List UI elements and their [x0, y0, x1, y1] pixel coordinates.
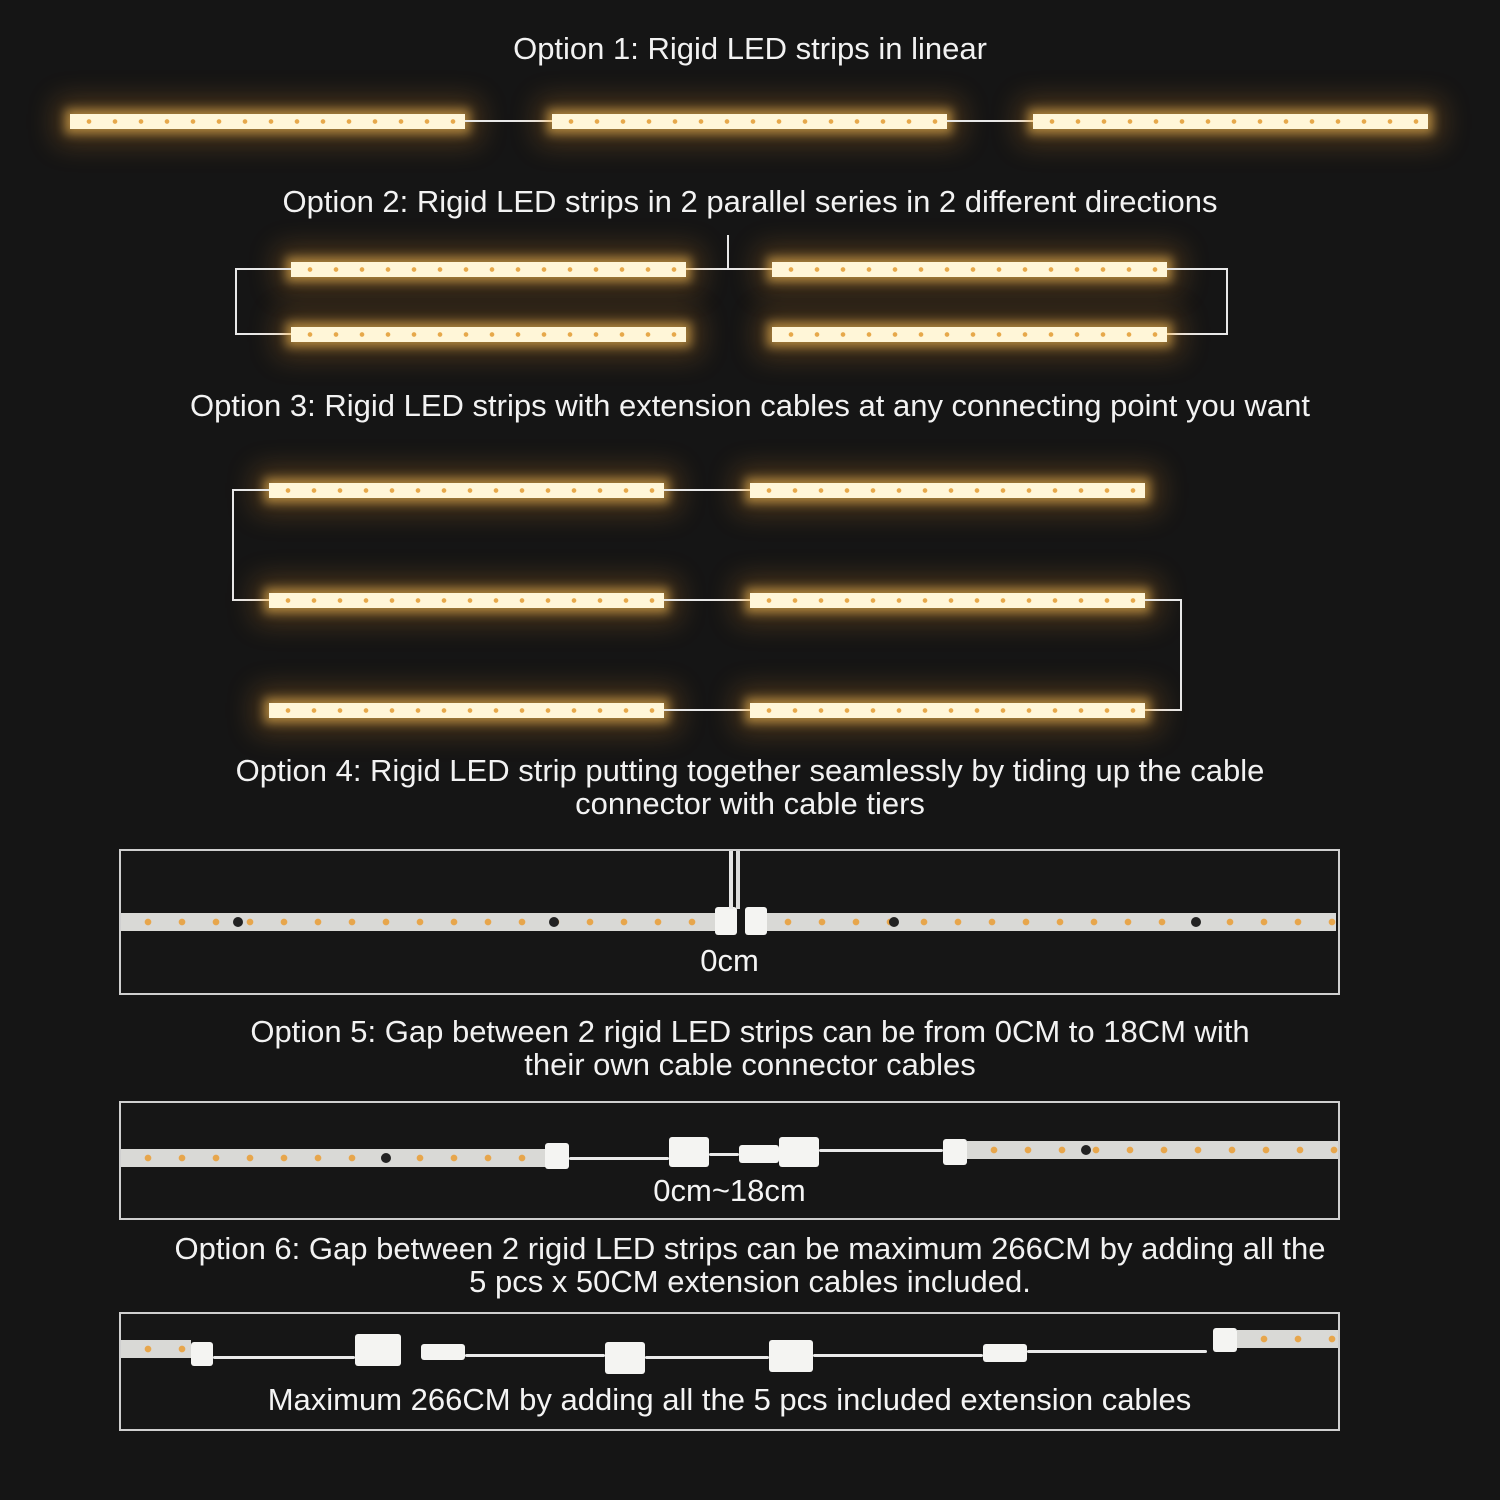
cable-connector [421, 1344, 465, 1360]
option-5-title-line2: their own cable connector cables [524, 1047, 976, 1082]
mounting-hole [1191, 917, 1201, 927]
connector-cable [709, 1153, 739, 1156]
cable-connector [779, 1137, 819, 1167]
led-strip [1033, 114, 1428, 129]
cable-connector [943, 1139, 967, 1165]
connector-cable [569, 1157, 669, 1160]
pcb-strip [121, 1340, 191, 1358]
connector-wire [235, 268, 291, 270]
connector-wire [1226, 268, 1228, 334]
option-4-title-line2: connector with cable tiers [575, 786, 925, 821]
mounting-hole [381, 1153, 391, 1163]
led-strip [750, 703, 1145, 718]
option-2-title: Option 2: Rigid LED strips in 2 parallel series in 2 different directions [282, 184, 1218, 219]
option-1-title: Option 1: Rigid LED strips in linear [513, 31, 987, 66]
tied-cable [736, 851, 740, 909]
cable-connector [745, 907, 767, 935]
cable-connector [545, 1143, 569, 1169]
extension-cable [813, 1354, 983, 1357]
connector-wire [686, 268, 772, 270]
option-4-title-line1: Option 4: Rigid LED strip putting together seamlessly by tiding up the cable [235, 753, 1265, 788]
option-6-photo [119, 1312, 1340, 1431]
connector-wire [664, 489, 750, 491]
option-6-photo-caption: Maximum 266CM by adding all the 5 pcs included extension cables [267, 1382, 1192, 1417]
cable-connector [739, 1145, 779, 1163]
led-strip [291, 262, 686, 277]
connector-wire [664, 599, 750, 601]
mounting-hole [1081, 1145, 1091, 1155]
connector-wire [1167, 333, 1228, 335]
pcb-strip [1237, 1330, 1338, 1348]
cable-connector [715, 907, 737, 935]
option-6-title-line2: 5 pcs x 50CM extension cables included. [469, 1264, 1031, 1299]
connector-wire [235, 333, 291, 335]
connector-wire [465, 120, 552, 122]
option-4-photo-caption: 0cm [700, 943, 759, 978]
led-strip [552, 114, 947, 129]
cable-connector [191, 1342, 213, 1366]
mounting-hole [889, 917, 899, 927]
option-6-title [0, 1232, 1500, 1298]
led-strip [70, 114, 465, 129]
pcb-strip [761, 913, 1336, 931]
cable-connector [605, 1342, 645, 1374]
pcb-strip [121, 913, 719, 931]
option-5-photo-caption: 0cm~18cm [653, 1173, 806, 1208]
connector-wire [1167, 268, 1228, 270]
cable-connector [769, 1340, 813, 1372]
power-lead-wire [727, 235, 729, 269]
led-strip [772, 262, 1167, 277]
option-4-photo [119, 849, 1340, 995]
connector-wire [232, 489, 269, 491]
connector-wire [232, 599, 269, 601]
extension-cable [213, 1356, 355, 1359]
led-strip [750, 593, 1145, 608]
led-strip [750, 483, 1145, 498]
option-5-title [0, 1015, 1500, 1081]
mounting-hole [233, 917, 243, 927]
connector-wire [1145, 709, 1182, 711]
option-3-title: Option 3: Rigid LED strips with extension cables at any connecting point you want [189, 388, 1311, 423]
cable-connector [983, 1344, 1027, 1362]
connector-wire [235, 268, 237, 334]
connector-cable [819, 1149, 943, 1152]
led-strip [269, 703, 664, 718]
connector-wire [947, 120, 1033, 122]
option-4-title [0, 754, 1500, 820]
extension-cable [645, 1356, 769, 1359]
connector-wire [1180, 599, 1182, 710]
option-5-photo [119, 1101, 1340, 1220]
led-strip [269, 593, 664, 608]
cable-connector [1213, 1328, 1237, 1352]
mounting-hole [549, 917, 559, 927]
led-strip [269, 483, 664, 498]
cable-connector [355, 1334, 401, 1366]
connector-wire [1145, 599, 1182, 601]
extension-cable [465, 1354, 605, 1357]
option-5-title-line1: Option 5: Gap between 2 rigid LED strips can be from 0CM to 18CM with [250, 1014, 1250, 1049]
extension-cable [1027, 1350, 1207, 1353]
pcb-strip [121, 1149, 551, 1167]
connector-wire [664, 709, 750, 711]
led-strip [772, 327, 1167, 342]
pcb-strip [967, 1141, 1338, 1159]
connector-wire [232, 489, 234, 600]
cable-connector [669, 1137, 709, 1167]
option-6-title-line1: Option 6: Gap between 2 rigid LED strips can be maximum 266CM by adding all the [174, 1231, 1326, 1266]
led-strip [291, 327, 686, 342]
tied-cable [729, 851, 733, 909]
